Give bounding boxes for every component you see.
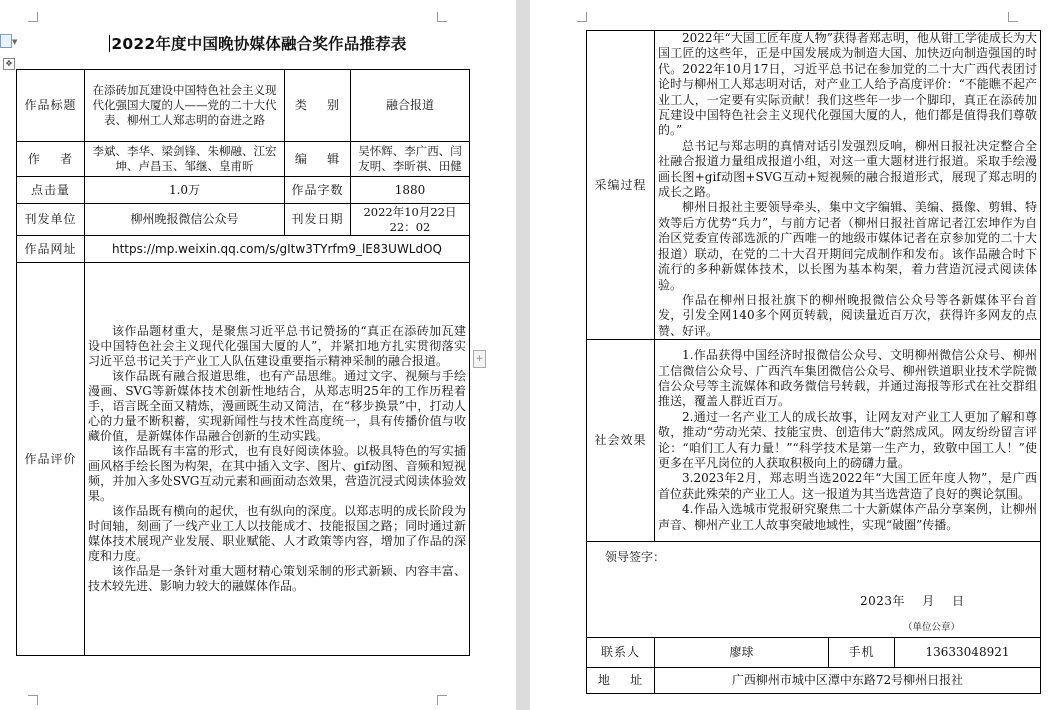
word-count-label: 作品字数 [285,177,351,204]
page-right [530,0,1061,710]
social-effect-paragraph: 3.2023年2月，郑志明当选2022年“大国工匠年度人物”，是广西首位获此殊荣的产业工人。这一报道为其当选营造了良好的舆论氛围。 [658,471,1037,501]
sign-date: 2023年 月 日 [860,594,965,609]
seal-note: （单位公章） [903,622,961,634]
process-label: 采编过程 [587,31,655,340]
social-effect-paragraph: 2.通过一名产业工人的成长故事，让网友对产业工人更加了解和尊敬，推动“劳动光荣、技能宝贵、创造伟大”蔚然成风。网友纷纷留言评论：“咱们工人有力量！”“科学技术是第一生产力，致敬中国工人！”使更多在平凡岗位的人获取积极向上的磅礴力量。 [658,409,1037,471]
publisher-label: 刊发单位 [17,204,85,236]
chevron-down-icon[interactable]: ▼ [12,38,18,46]
form-table-right [586,30,1041,694]
work-title-label: 作品标题 [17,70,85,142]
editor-label: 编 辑 [285,142,351,177]
category-label: 类 别 [285,70,351,142]
process-paragraph: 作品在柳州日报社旗下的柳州晚报微信公众号等各新媒体平台首发，引发全网140多个网页转载，阅读量近百万次，获得许多网友的点赞、好评。 [658,292,1037,338]
editors-value[interactable]: 吴怀辉、李广西、闫友明、李昕祺、田健 [351,142,470,177]
page-gutter [516,0,530,710]
social-effect-label: 社会效果 [587,340,655,542]
contact-value[interactable]: 廖球 [655,638,829,668]
social-effect-paragraph: 1.作品获得中国经济时报微信公众号、文明柳州微信公众号、柳州工信微信公众号、广西汽车集团微信公众号、柳州铁道职业技术学院微信公众号等主流媒体和政务微信号转载，并通过海报等形式在社交群组推送，覆盖人群近百万。 [658,348,1037,409]
process-text[interactable] [655,31,1041,340]
process-paragraph: 2022年“大国工匠年度人物”获得者郑志明，他从钳工学徒成长为大国工匠的这些年，正是中国发展成为制造大国、加快迈向制造强国的时代。2022年10月17日，习近平总书记在参加党的二十大广西代表团讨论时与柳州工人郑志明对话，对产业工人给予高度评价：“不能瞧不起产业工人，一定要有实际贡献！我们这些年一步一个脚印，真正在添砖加瓦建设中国特色社会主义现代化强国大厦的人，他们都是值得我们尊敬的。” [658,31,1037,138]
evaluation-label: 作品评价 [17,263,85,656]
address-label: 地 址 [587,668,655,694]
page-corner-mark [437,695,447,705]
publish-date-label: 刊发日期 [285,204,351,236]
address-value[interactable]: 广西柳州市城中区潭中东路72号柳州日报社 [655,668,1041,694]
evaluation-paragraph: 该作品既有融合报道思维，也有产品思维。通过文字、视频与手绘漫画、SVG等新媒体技术创新性地结合，从郑志明25年的工作历程着手，语言既全面又精炼，漫画既生动又简洁，在“移步换景”中，打动人心的力量不断积蓄，实现新闻性与技术性高度统一，具有传播价值与收藏价值，是新媒体作品融合创新的生动实践。 [88,369,466,443]
social-effect-paragraph: 4.作品入选城市党报研究聚焦二十大新媒体产品分享案例，让柳州声音、柳州产业工人故事突破地域性，实现“破圈”传播。 [658,502,1037,532]
author-label: 作 者 [17,142,85,177]
publisher-value[interactable]: 柳州晚报微信公众号 [85,204,285,236]
phone-value[interactable]: 13633048921 [895,638,1041,668]
evaluation-paragraph: 该作品题材重大，是聚焦习近平总书记赞扬的“真正在添砖加瓦建设中国特色社会主义现代化强国大厦的人”，并紧扣地方扎实贯彻落实习近平总书记关于产业工人队伍建设重要指示精神采制的融合报道。 [88,324,466,368]
evaluation-paragraph: 该作品既有横向的起伏，也有纵向的深度。以郑志明的成长阶段为时间轴，刻画了一线产业工人以技能成才、技能报国之路；同时通过新媒体技术展现产业发展、职业赋能、人才政策等内容，增加了作品的深度和力度。 [88,504,466,563]
url-value[interactable]: https://mp.weixin.qq.com/s/gItw3TYrfm9_lE83UWLdOQ [85,236,470,263]
process-paragraph: 柳州日报社主要领导牵头，集中文字编辑、美编、摄像、剪辑、特效等后方优势“兵力”，与前方记者（柳州日报社首席记者江宏坤作为自治区党委宣传部选派的广西唯一的地级市媒体记者在京参加党的二十大报道）联动，在党的二十大召开期间完成制作和发布。该作品融合时下流行的多种新媒体技术，以长图为基本构架，着力营造沉浸式阅读体验。 [658,200,1037,292]
move-cross-icon[interactable]: ✥ [3,58,15,70]
evaluation-paragraph: 该作品既有丰富的形式，也有良好阅读体验。以极具特色的写实插画风格手绘长图为构架，在其中插入文字、图片、gif动图、音频和短视频，并加入多处SVG互动元素和画面动态效果，营造沉浸式阅读体验效果。 [88,444,466,503]
publish-date-value[interactable]: 2022年10月22日22：02 [351,204,470,236]
url-label: 作品网址 [17,236,85,263]
category-value[interactable]: 融合报道 [351,70,470,142]
page-corner-mark [577,12,587,22]
process-paragraph: 总书记与郑志明的真情对话引发强烈反响，柳州日报社决定整合全社融合报道力量组成报道小组，对这一重大题材进行报道。采取手绘漫画长图+gif动图+SVG互动+短视频的融合报道形式，展现了郑志明的成长之路。 [658,138,1037,200]
word-count-value[interactable]: 1880 [351,177,470,204]
work-title-value[interactable]: 在添砖加瓦建设中国特色社会主义现代化强国大厦的人——党的二十大代表、柳州工人郑志明的奋进之路 [85,70,285,142]
leader-sign-cell[interactable] [587,542,1041,638]
authors-value[interactable]: 李斌、李华、梁剑锋、朱柳融、江宏坤、卢昌玉、邹继、皇甫昕 [85,142,285,177]
clicks-label: 点击量 [17,177,85,204]
evaluation-text[interactable] [85,263,470,656]
page-corner-mark [437,12,447,22]
evaluation-paragraph: 该作品是一条针对重大题材精心策划采制的形式新颖、内容丰富、技术较先进、影响力较大的融媒体作品。 [88,564,466,593]
add-column-icon[interactable]: + [473,350,486,368]
document-title: 2022年度中国晚协媒体融合奖作品推荐表 [111,35,407,53]
clicks-value[interactable]: 1.0万 [85,177,285,204]
page-corner-mark [1008,12,1018,22]
page-corner-mark [28,12,38,22]
leader-sign-label: 领导签字： [605,550,666,565]
phone-label: 手机 [829,638,895,668]
contact-label: 联系人 [587,638,655,668]
social-effect-text[interactable] [655,340,1041,542]
form-table-left [16,69,470,656]
page-corner-mark [28,695,38,705]
page-left [0,0,516,710]
